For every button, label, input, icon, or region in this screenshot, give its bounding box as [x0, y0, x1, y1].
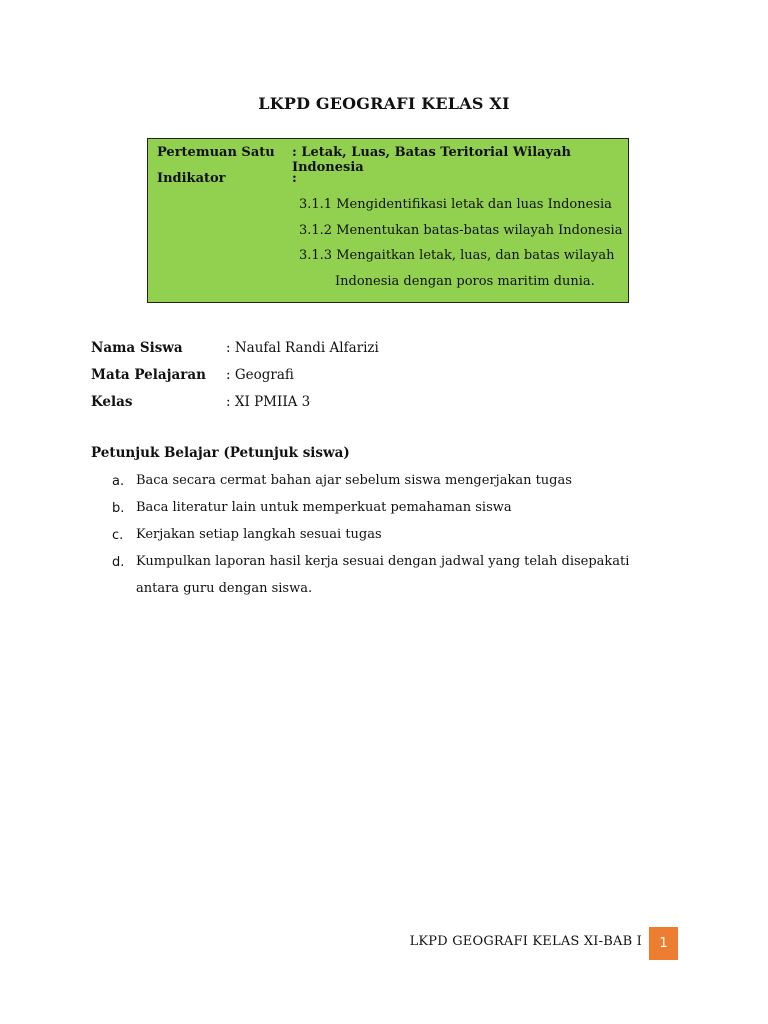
- footer-text: LKPD GEOGRAFI KELAS XI-BAB I: [409, 934, 642, 949]
- list-item: Kerjakan setiap langkah sesuai tugas: [136, 527, 382, 542]
- list-item: Baca secara cermat bahan ajar sebelum siswa mengerjakan tugas: [136, 473, 572, 488]
- list-item: Kumpulkan laporan hasil kerja sesuai dengan jadwal yang telah disepakati antara guru dengan siswa.: [136, 554, 630, 596]
- list-marker: a.: [112, 474, 125, 489]
- class-label: Kelas: [91, 394, 133, 410]
- indicator-item: 3.1.3 Mengaitkan letak, luas, dan batas wilayah: [299, 248, 615, 263]
- page-title: LKPD GEOGRAFI KELAS XI: [258, 94, 510, 113]
- meeting-label: Pertemuan Satu: [157, 145, 275, 160]
- subject-label: Mata Pelajaran: [91, 367, 206, 383]
- indicator-item: 3.1.1 Mengidentifikasi letak dan luas Indonesia: [299, 197, 612, 212]
- indicator-colon: :: [292, 171, 297, 186]
- list-marker: c.: [112, 528, 124, 543]
- class-value: : XI PMIIA 3: [226, 394, 311, 410]
- subject-value: : Geografi: [226, 367, 294, 383]
- meeting-box: [147, 138, 629, 303]
- name-label: Nama Siswa: [91, 340, 183, 356]
- indicator-item: Indonesia dengan poros maritim dunia.: [335, 274, 595, 289]
- meeting-value: : Letak, Luas, Batas Teritorial Wilayah Indonesia: [292, 145, 571, 175]
- list-item: Baca literatur lain untuk memperkuat pemahaman siswa: [136, 500, 512, 515]
- indicator-label: Indikator: [157, 171, 226, 186]
- indicator-item: 3.1.2 Menentukan batas-batas wilayah Indonesia: [299, 223, 623, 238]
- instructions-title: Petunjuk Belajar (Petunjuk siswa): [91, 445, 350, 461]
- list-marker: d.: [112, 555, 125, 570]
- list-marker: b.: [112, 501, 125, 516]
- name-value: : Naufal Randi Alfarizi: [226, 340, 379, 356]
- page-number-badge: 1: [649, 927, 678, 960]
